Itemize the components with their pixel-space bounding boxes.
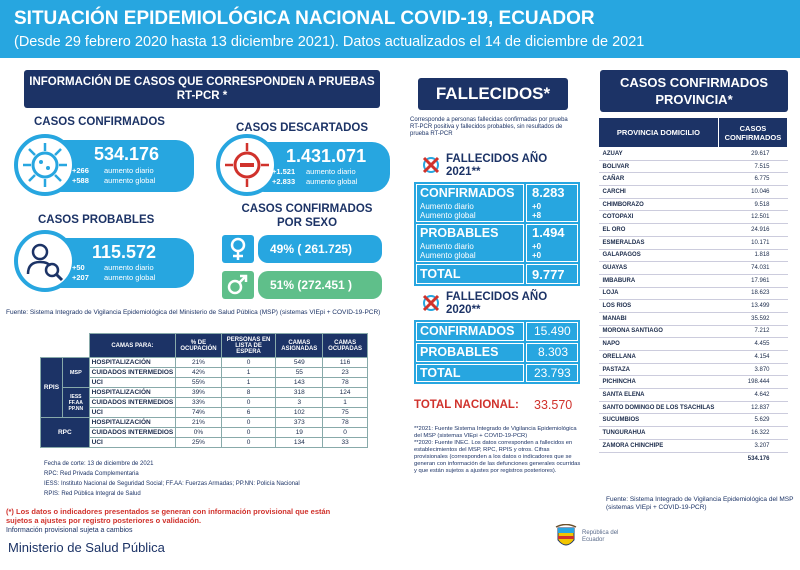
provincia-value: 3.207 — [718, 439, 787, 452]
provincia-value: 12.837 — [718, 401, 787, 414]
table-cell: 25% — [176, 438, 221, 448]
table-row — [599, 376, 788, 389]
table-cell: 33% — [176, 398, 221, 408]
beds-header-camas: CAMAS PARA: — [89, 334, 176, 358]
provincia-name: MANABI — [599, 312, 719, 325]
table-cell: 1 — [221, 378, 276, 388]
page-subtitle: (Desde 29 febrero 2020 hasta 13 diciembre 2021). Datos actualizados el 14 de diciembre de 2021 — [14, 34, 645, 50]
table-row — [599, 274, 788, 287]
provincia-name: SUCUMBIOS — [599, 414, 719, 427]
table-row — [599, 186, 788, 199]
ecuador-coat-of-arms-icon — [554, 524, 578, 552]
total-nacional-value: 33.570 — [534, 398, 573, 412]
page-title: SITUACIÓN EPIDEMIOLÓGICA NACIONAL COVID-19, ECUADOR — [14, 8, 595, 29]
table-row — [599, 389, 788, 402]
provincia-name: CARCHI — [599, 186, 719, 199]
provincia-name: LOS RIOS — [599, 300, 719, 313]
table-row — [599, 338, 788, 351]
beds-group-msp: MSP — [63, 358, 90, 388]
table-cell: 134 — [276, 438, 323, 448]
table-row — [599, 414, 788, 427]
table-cell: 19 — [276, 428, 323, 438]
table-cell: 42% — [176, 368, 221, 378]
beds-header-ocupacion: % DE OCUPACIÓN — [176, 334, 221, 358]
provincia-value: 29.617 — [718, 148, 787, 161]
provincia-value: 35.592 — [718, 312, 787, 325]
provincia-value: 7.212 — [718, 325, 787, 338]
fall21-prob-d1-label: Aumento diario — [420, 242, 474, 251]
virus-minus-icon — [216, 134, 278, 196]
provincia-value: 10.171 — [718, 236, 787, 249]
fall21-prob-d2-label: Aumento global — [420, 251, 476, 260]
provincia-value: 4.455 — [718, 338, 787, 351]
virus-x-icon — [420, 292, 442, 314]
provincia-value: 6.775 — [718, 173, 787, 186]
fall20-total-label: TOTAL — [420, 366, 461, 380]
provincia-value: 4.642 — [718, 389, 787, 402]
provincia-value: 9.518 — [718, 198, 787, 211]
table-row — [599, 325, 788, 338]
provincia-value: 198.444 — [718, 376, 787, 389]
fall21-conf-d2-label: Aumento global — [420, 211, 476, 220]
table-cell: 0 — [221, 428, 276, 438]
table-row — [599, 173, 788, 186]
probables-d1-label: aumento diario — [104, 263, 154, 272]
table-row — [599, 236, 788, 249]
fallecidos-note: **2020: Fuente INEC. Los datos corresponden a fallecidos en establecimientos del MSP, RPC, RPIS y otros. Cifras provisionales (corresponden a los datos o indicadores que se generan con información de las defunciones generales ocurridas y que están sujetos a ajustes por registros posteriores). — [414, 440, 581, 474]
fall21-conf-label: CONFIRMADOS — [420, 186, 515, 200]
fall20-conf-label: CONFIRMADOS — [420, 324, 515, 338]
table-row — [599, 439, 788, 452]
provincia-value: 13.499 — [718, 300, 787, 313]
fall21-prob-d2: +0 — [532, 251, 542, 260]
fall21-conf-d2: +8 — [532, 211, 542, 220]
table-row: UCI — [89, 378, 176, 388]
beds-rpc: RPC — [41, 418, 90, 448]
descartados-value: 1.431.071 — [286, 146, 367, 166]
fallecidos-note: **2021: Fuente Sistema Integrado de Vigilancia Epidemiológica del MSP (sistemas VIEpi + COVID-19-PCR) — [414, 426, 577, 439]
table-row — [599, 427, 788, 440]
virus-icon — [14, 134, 76, 196]
fall21-total-label: TOTAL — [420, 267, 461, 281]
rtpcr-banner: INFORMACIÓN DE CASOS QUE CORRESPONDEN A PRUEBAS RT-PCR * — [24, 70, 380, 108]
descartados-label: CASOS DESCARTADOS — [236, 122, 369, 134]
table-cell: 39% — [176, 388, 221, 398]
confirmados-d1-label: aumento diario — [104, 166, 154, 175]
provincia-name: AZUAY — [599, 148, 719, 161]
table-row — [599, 211, 788, 224]
descartados-d2-label: aumento global — [306, 177, 358, 186]
provincia-value: 74.031 — [718, 262, 787, 275]
table-row: HOSPITALIZACIÓN — [89, 358, 176, 368]
probables-d2: +207 — [72, 273, 89, 282]
provincia-name: GUAYAS — [599, 262, 719, 275]
provincia-col2-header: CASOS CONFIRMADOS — [718, 118, 787, 148]
table-cell: 0% — [176, 428, 221, 438]
provisional-note: Información provisional sujeta a cambios — [6, 527, 133, 534]
beds-table — [40, 333, 368, 448]
provincia-name: ESMERALDAS — [599, 236, 719, 249]
provisional-warning: (*) Los datos o indicadores presentados se generan con información provisional que están sujetos a ajustes por registro posteriores o validación. — [6, 507, 331, 525]
descartados-d2: +2.833 — [272, 177, 296, 186]
total-nacional-label: TOTAL NACIONAL: — [414, 399, 519, 411]
probables-d2-label: aumento global — [104, 273, 156, 282]
table-row: UCI — [89, 438, 176, 448]
provincia-name: EL ORO — [599, 224, 719, 237]
provincia-value: 3.870 — [718, 363, 787, 376]
fall21-conf-d1-label: Aumento diario — [420, 202, 474, 211]
probables-label: CASOS PROBABLES — [38, 214, 155, 226]
person-search-icon — [14, 230, 76, 292]
fallecidos-2020-block — [414, 320, 580, 384]
provincia-value: 10.046 — [718, 186, 787, 199]
table-row — [599, 262, 788, 275]
confirmados-d2-label: aumento global — [104, 176, 156, 185]
provincia-value: 5.629 — [718, 414, 787, 427]
table-cell: 1 — [323, 398, 368, 408]
provincia-banner: CASOS CONFIRMADOS PROVINCIA* — [600, 70, 788, 112]
provincia-name: BOLIVAR — [599, 160, 719, 173]
table-cell: 23 — [323, 368, 368, 378]
table-cell: 0 — [323, 428, 368, 438]
table-row: HOSPITALIZACIÓN — [89, 418, 176, 428]
table-row — [599, 287, 788, 300]
table-cell: 33 — [323, 438, 368, 448]
provincia-value: 12.501 — [718, 211, 787, 224]
provincia-name: CHIMBORAZO — [599, 198, 719, 211]
table-row — [599, 300, 788, 313]
provincia-value: 1.818 — [718, 249, 787, 262]
provincia-total: 534.176 — [747, 455, 770, 462]
table-cell: 143 — [276, 378, 323, 388]
fall21-prob-d1: +0 — [532, 242, 542, 251]
table-cell: 6 — [221, 408, 276, 418]
provincia-col1-header: PROVINCIA DOMICILIO — [599, 118, 719, 148]
fall20-total-value: 23.793 — [534, 366, 571, 380]
table-row — [599, 224, 788, 237]
table-cell: 116 — [323, 358, 368, 368]
female-value: 49% ( 261.725) — [258, 235, 382, 263]
provincia-value: 4.154 — [718, 351, 787, 364]
provincia-table — [598, 117, 788, 465]
table-cell: 0 — [221, 358, 276, 368]
provincia-name: MORONA SANTIAGO — [599, 325, 719, 338]
beds-notes — [44, 459, 300, 499]
table-cell: 373 — [276, 418, 323, 428]
table-cell: 74% — [176, 408, 221, 418]
provincia-name: ORELLANA — [599, 351, 719, 364]
table-row — [599, 401, 788, 414]
table-row: CUIDADOS INTERMEDIOS — [89, 428, 176, 438]
provincia-name: CAÑAR — [599, 173, 719, 186]
table-cell: 3 — [276, 398, 323, 408]
beds-header-asignadas: CAMAS ASIGNADAS — [276, 334, 323, 358]
table-cell: 55 — [276, 368, 323, 378]
fall21-prob-label: PROBABLES — [420, 226, 499, 240]
table-cell: 78 — [323, 378, 368, 388]
descartados-d1-label: aumento diario — [306, 167, 356, 176]
beds-group-iess: IESS FF.AA PP.NN — [63, 388, 90, 418]
fallecidos-banner: FALLECIDOS* — [418, 78, 568, 110]
table-row: UCI — [89, 408, 176, 418]
table-row — [599, 363, 788, 376]
table-cell: 75 — [323, 408, 368, 418]
confirmados-value: 534.176 — [94, 144, 160, 164]
table-cell: 0 — [221, 398, 276, 408]
fall20-conf-value: 15.490 — [534, 324, 571, 338]
table-cell: 102 — [276, 408, 323, 418]
table-cell: 318 — [276, 388, 323, 398]
provincia-name: LOJA — [599, 287, 719, 300]
beds-header-espera: PERSONAS EN LISTA DE ESPERA — [221, 334, 276, 358]
table-cell: 549 — [276, 358, 323, 368]
provincia-value: 7.515 — [718, 160, 787, 173]
table-row — [599, 198, 788, 211]
confirmados-d2: +588 — [72, 176, 89, 185]
provincia-name: ZAMORA CHINCHIPE — [599, 439, 719, 452]
female-icon — [222, 235, 254, 263]
table-cell: 1 — [221, 368, 276, 378]
confirmados-d1: +266 — [72, 166, 89, 175]
table-row: CUIDADOS INTERMEDIOS — [89, 398, 176, 408]
table-row — [599, 249, 788, 262]
fall21-conf-d1: +0 — [532, 202, 542, 211]
table-row: CUIDADOS INTERMEDIOS — [89, 368, 176, 378]
provincia-name: PICHINCHA — [599, 376, 719, 389]
beds-note: RPIS: Red Pública Integral de Salud — [44, 491, 141, 497]
ministerio-label: Ministerio de Salud Pública — [8, 540, 165, 555]
fall20-prob-value: 8.303 — [538, 345, 569, 359]
table-cell: 8 — [221, 388, 276, 398]
table-cell: 0 — [221, 418, 276, 428]
virus-x-icon — [420, 154, 442, 176]
table-cell: 55% — [176, 378, 221, 388]
sexo-label: CASOS CONFIRMADOS POR SEXO — [241, 203, 373, 229]
fallecidos-notes — [414, 426, 582, 475]
provincia-name: SANTA ELENA — [599, 389, 719, 402]
male-icon — [222, 271, 254, 299]
fallecidos-intro: Corresponde a personas fallecidas confirmadas por prueba RT-PCR positiva y fallecidos probables, sin resultados de prueba RT-PCR — [410, 117, 568, 137]
table-cell: 21% — [176, 418, 221, 428]
provincia-name: GALAPAGOS — [599, 249, 719, 262]
fallecidos-2021-title: FALLECIDOS AÑO 2021** — [446, 153, 548, 178]
beds-header-ocupadas: CAMAS OCUPADAS — [323, 334, 368, 358]
male-value: 51% (272.451 ) — [258, 271, 382, 299]
provincia-name: COTOPAXI — [599, 211, 719, 224]
fallecidos-2021-block — [414, 182, 580, 286]
beds-note: IESS: Instituto Nacional de Seguridad Social; FF.AA: Fuerzas Armadas; PP.NN: Policía Nacional — [44, 481, 300, 487]
probables-value: 115.572 — [92, 242, 157, 262]
table-row — [599, 160, 788, 173]
fall21-prob-value: 1.494 — [532, 225, 565, 240]
provincia-value: 16.322 — [718, 427, 787, 440]
table-cell: 124 — [323, 388, 368, 398]
table-row — [599, 148, 788, 161]
beds-note: Fecha de corte: 13 de diciembre de 2021 — [44, 461, 154, 467]
table-cell: 0 — [221, 438, 276, 448]
provincia-name: NAPO — [599, 338, 719, 351]
provincia-name: TUNGURAHUA — [599, 427, 719, 440]
beds-rpis: RPIS — [41, 358, 63, 418]
descartados-d1: +1.521 — [272, 167, 296, 176]
fall21-total-value: 9.777 — [532, 267, 565, 282]
table-cell: 78 — [323, 418, 368, 428]
beds-note: RPC: Red Privada Complementaria — [44, 471, 139, 477]
table-row: HOSPITALIZACIÓN — [89, 388, 176, 398]
provincia-name: SANTO DOMINGO DE LOS TSACHILAS — [599, 401, 719, 414]
fallecidos-2020-title: FALLECIDOS AÑO 2020** — [446, 291, 548, 316]
table-row — [599, 351, 788, 364]
fall21-conf-value: 8.283 — [532, 185, 565, 200]
confirmados-label: CASOS CONFIRMADOS — [34, 116, 165, 128]
probables-d1: +50 — [72, 263, 85, 272]
provincia-value: 24.916 — [718, 224, 787, 237]
provincia-name: IMBABURA — [599, 274, 719, 287]
republica-logo-text: República del Ecuador — [582, 530, 619, 543]
table-cell: 21% — [176, 358, 221, 368]
provincia-name: PASTAZA — [599, 363, 719, 376]
fall20-prob-label: PROBABLES — [420, 345, 499, 359]
provincia-value: 17.961 — [718, 274, 787, 287]
rtpcr-source: Fuente: Sistema Integrado de Vigilancia Epidemiológica del Ministerio de Salud Pública (MSP) (sistemas VIEpi + COVID-19-PCR) — [6, 309, 381, 316]
provincia-value: 18.623 — [718, 287, 787, 300]
provincia-source: Fuente: Sistema Integrado de Vigilancia Epidemiológica del MSP (sistemas VIEpi + COVID-19-PCR) — [606, 496, 794, 511]
table-row — [599, 312, 788, 325]
